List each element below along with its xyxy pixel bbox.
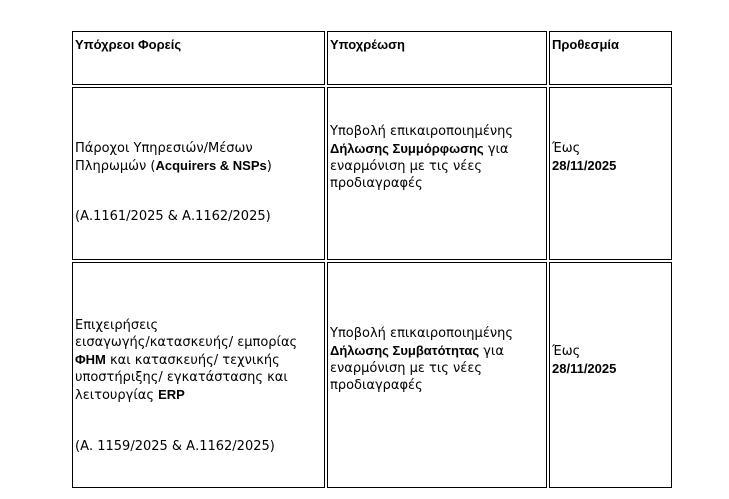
row1-obligation-bold: Δήλωσης Συμμόρφωσης	[330, 141, 484, 156]
row1-deadline-prefix: Έως	[552, 141, 581, 156]
row1-entities-cell	[72, 87, 325, 260]
row1-entities-text	[75, 140, 322, 175]
row2-obligation-bold: Δήλωσης Συμβατότητας	[330, 343, 480, 358]
row2-entities-bold-erp: ERP	[158, 387, 185, 402]
row2-deadline-cell	[549, 262, 672, 488]
row2-obligation-text: Υποβολή επικαιροποιημένης Δήλωσης Συμβατότητας για εναρμόνιση με τις νέες προδιαγραφές	[330, 326, 513, 393]
header-obligation-cell	[327, 31, 547, 85]
header-entities-cell	[72, 31, 325, 85]
row1-entities-ref: (Α.1161/2025 & Α.1162/2025)	[75, 209, 271, 224]
row2-entities-text: Επιχειρήσεις εισαγωγής/κατασκευής/ εμπορίας ΦΗΜ και κατασκευής/ τεχνικής υποστήριξης/ εγκατάστασης και λειτουργίας ERP	[75, 318, 298, 403]
row1-obligation-text: Υποβολή επικαιροποιημένης Δήλωσης Συμμόρφωσης για εναρμόνιση με τις νέες προδιαγραφές	[330, 124, 513, 191]
row2-entities-cell	[72, 262, 325, 488]
header-entities: Υπόχρεοι Φορείς	[75, 37, 182, 52]
row2-deadline-prefix: Έως	[552, 344, 581, 359]
row1-deadline-cell	[549, 87, 672, 260]
row2-obligation-cell	[327, 262, 547, 488]
row2-entities-ref: (Α. 1159/2025 & Α.1162/2025)	[75, 439, 275, 454]
row2-entities-bold-fhm: ΦΗΜ	[75, 352, 106, 367]
row1-obligation-cell	[327, 87, 547, 260]
row2-deadline-text	[552, 343, 669, 377]
header-deadline-cell	[549, 31, 672, 85]
row1-entities-line1: Πάροχοι Υπηρεσιών/Μέσων	[75, 141, 253, 156]
row1-entities-bold: Acquirers & NSPs	[155, 158, 267, 173]
row1-entities-line2: Πληρωμών (Acquirers & NSPs)	[75, 158, 272, 174]
header-obligation: Υποχρέωση	[330, 37, 405, 52]
row1-deadline-date: 28/11/2025	[552, 158, 617, 173]
row2-deadline-date: 28/11/2025	[552, 361, 617, 376]
header-deadline: Προθεσμία	[552, 37, 620, 52]
row1-deadline-text	[552, 140, 669, 174]
